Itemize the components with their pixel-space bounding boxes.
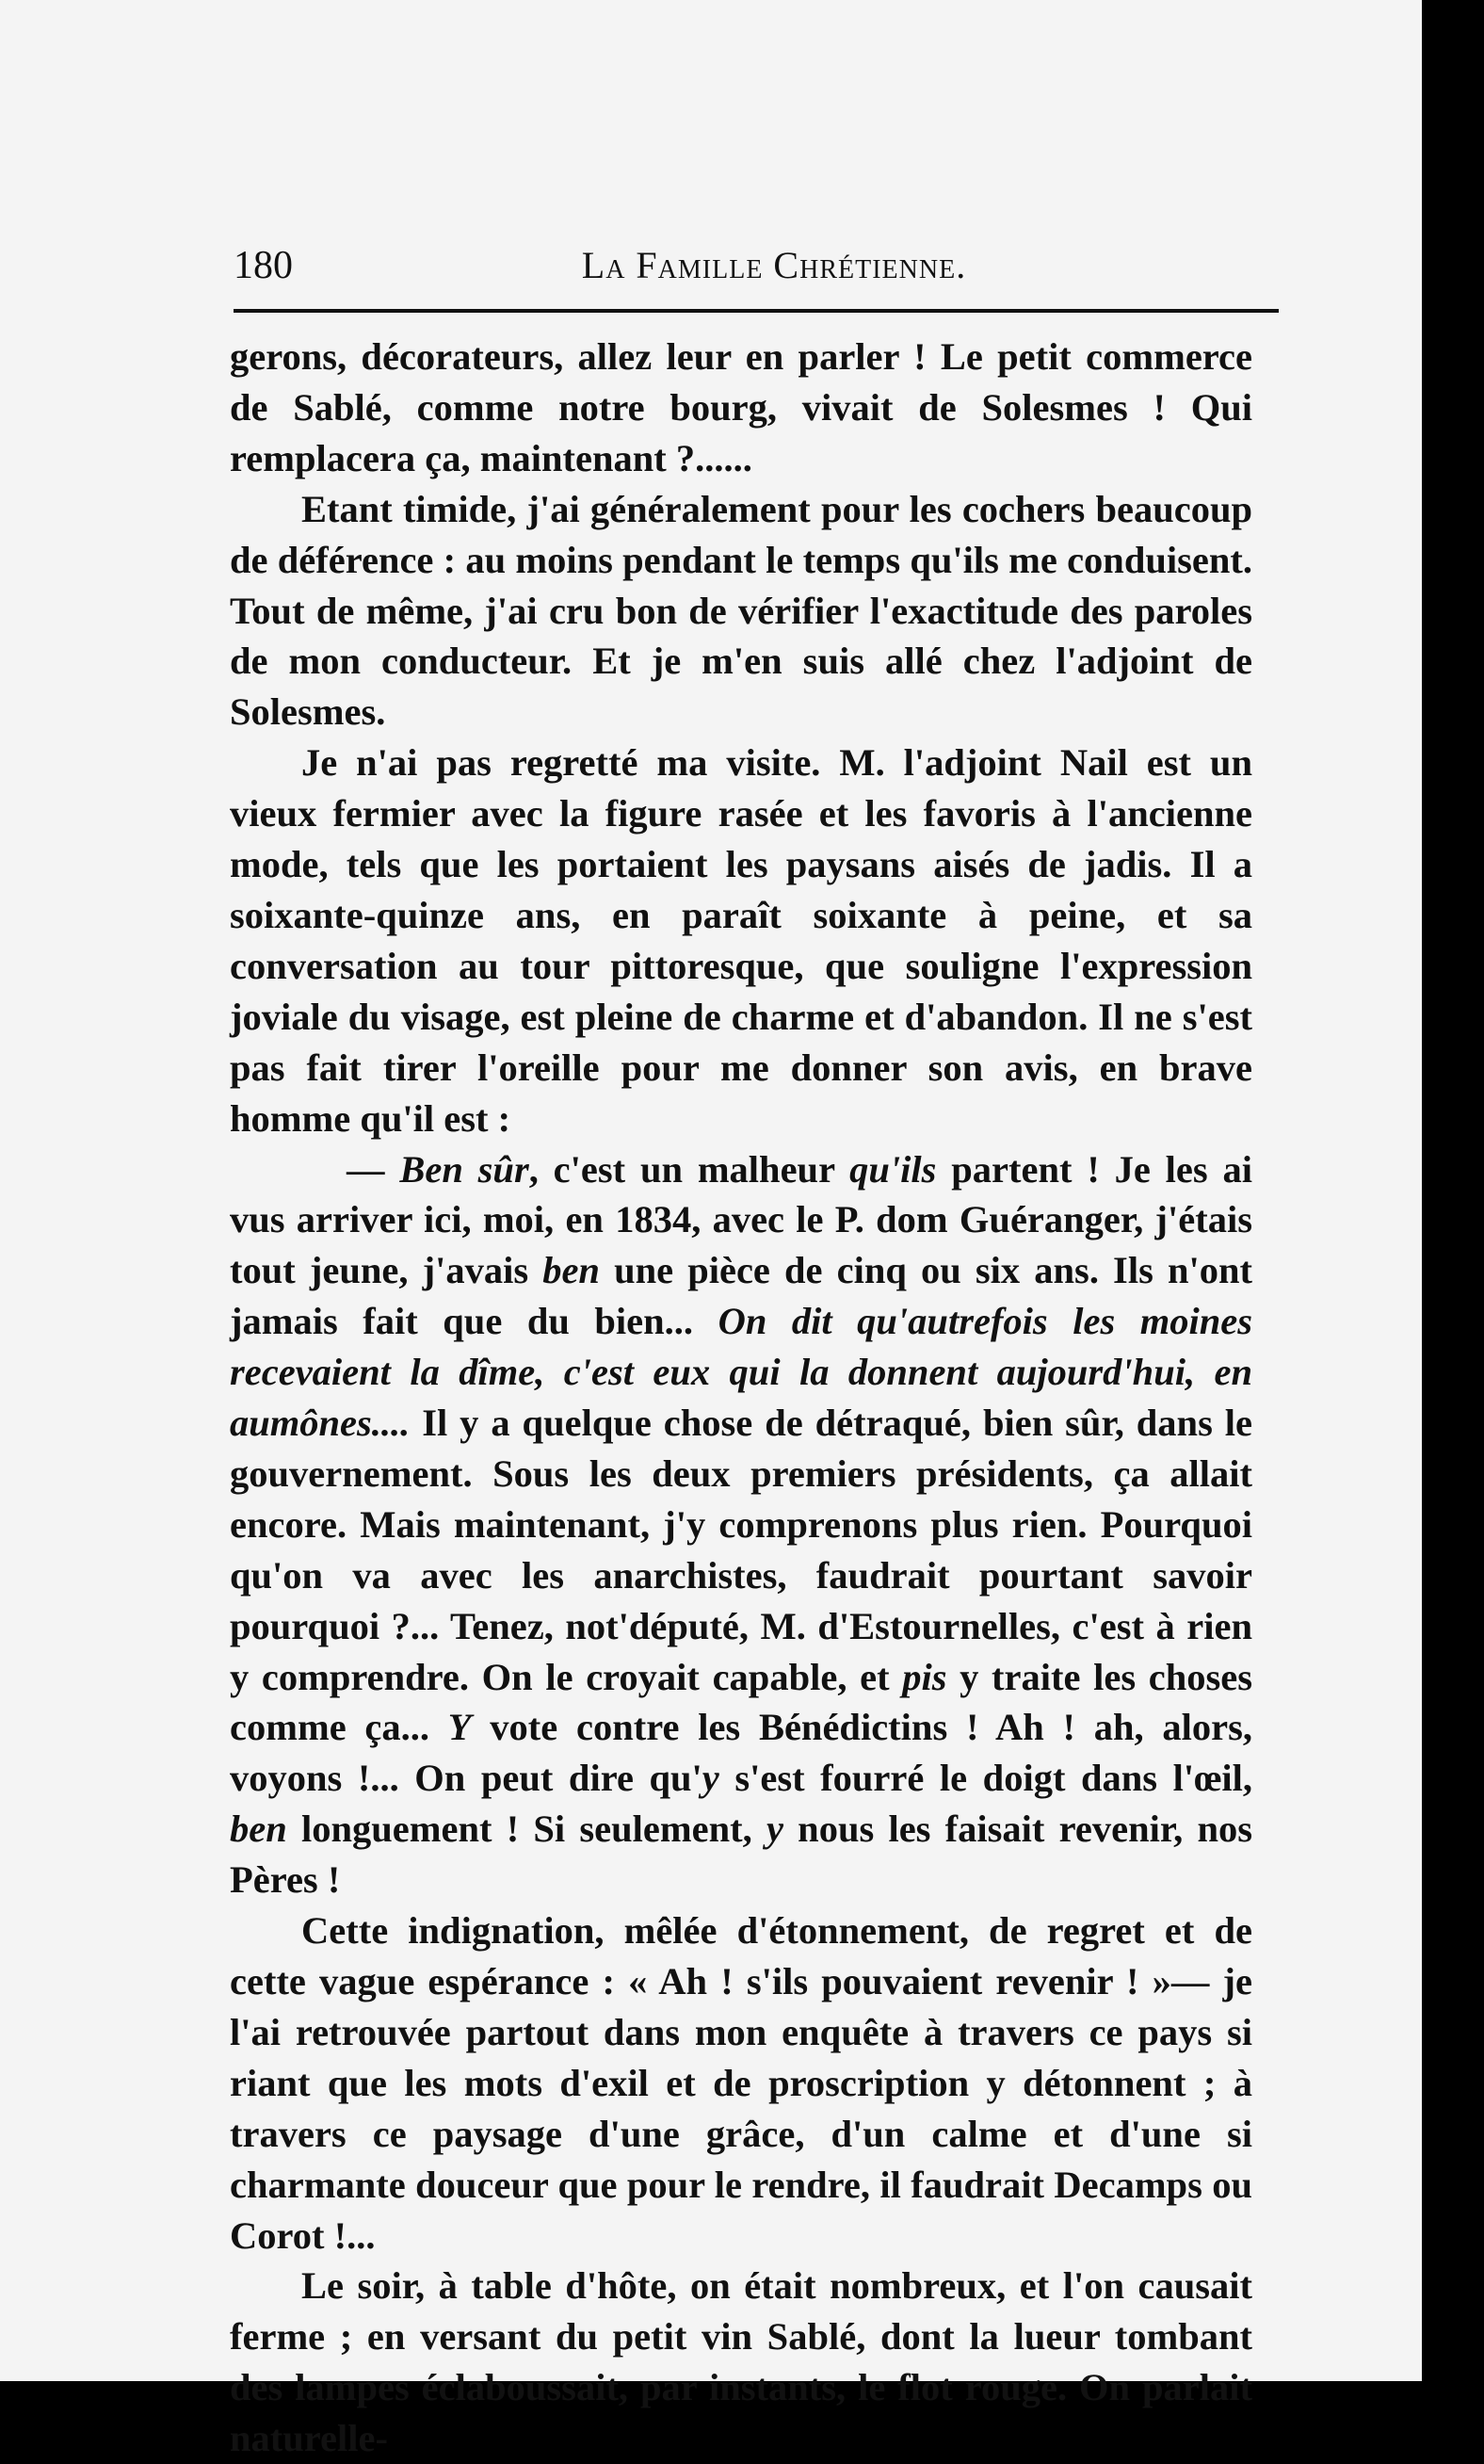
dialogue-text: nous les faisait revenir, nos Pères !: [230, 1807, 1252, 1902]
paragraph: Le soir, à table d'hôte, on était nombreux, et l'on causait ferme ; en versant du petit vin Sablé, dont la lueur tombant des lampes éclaboussait, par instants, le flot rouge. On parlait naturelle-: [230, 2264, 1252, 2460]
dialogue-text: s'est fourré le doigt dans l'œil,: [718, 1757, 1253, 1800]
dialect-italic: qu'ils: [849, 1147, 937, 1191]
dialogue-text: partent ! Je les ai vus arriver ici, moi, en 1834, avec le P. dom Guéranger, j'étais tout jeune, j'avais: [230, 1147, 1252, 1292]
dialogue-text: y traite les choses comme ça...: [230, 1655, 1253, 1749]
paragraph: gerons, décorateurs, allez leur en parler ! Le petit commerce de Sablé, comme notre bourg, vivait de Solesmes ! Qui remplacera ça, maintenant ?......: [230, 335, 1252, 479]
dialect-italic: y: [766, 1807, 783, 1851]
paragraph: Je n'ai pas regretté ma visite. M. l'adjoint Nail est un vieux fermier avec la figure rasée et les favoris à l'ancienne mode, tels que les portaient les paysans aisés de jadis. Il a soixante-quinze ans, en paraît soixante à peine, et sa conversation au tour pittoresque, que souligne l'expression joviale du visage, est pleine de charme et d'abandon. Il ne s'est pas fait tirer l'oreille pour me donner son avis, en brave homme qu'il est :: [230, 741, 1252, 1140]
running-title: La Famille Chrétienne.: [581, 244, 967, 286]
dialect-italic: pis: [902, 1655, 947, 1698]
dialogue-text: longuement ! Si seulement,: [286, 1807, 766, 1851]
dialect-italic: y: [702, 1757, 719, 1800]
paragraph: Cette indignation, mêlée d'étonnement, de regret et de cette vague espérance : « Ah ! s'ils pouvaient revenir ! »— je l'ai retrouvée partout dans mon enquête à travers ce pays si riant que les mots d'exil et de proscription y détonnent ; à travers ce paysage d'une grâce, d'un calme et d'une si charmante douceur que pour le rendre, il faudrait Decamps ou Corot !...: [230, 1909, 1252, 2257]
dialogue-text: , c'est un malheur: [528, 1147, 850, 1191]
dialect-italic: Y: [447, 1706, 472, 1749]
dialect-italic: On dit qu'autrefois les moines recevaient la dîme, c'est eux qui la donnent aujourd'hui, en aumônes....: [230, 1300, 1253, 1445]
dialogue-text: Il y a quelque chose de détraqué, bien sûr, dans le gouvernement. Sous les deux premiers présidents, ça allait encore. Mais maintenant, j'y comprenons plus rien. Pourquoi qu'on va avec les anarchistes, faudrait pourtant savoir pourquoi ?... Tenez, not'député, M. d'Estournelles, c'est à rien y comprendre. On le croyait capable, et: [230, 1402, 1252, 1698]
header-rule: [234, 309, 1279, 313]
dialogue-dash: —: [347, 1147, 385, 1191]
dialogue-paragraph: [230, 1144, 1252, 1906]
dialogue-text: vote contre les Bénédictins ! Ah ! ah, alors, voyons !... On peut dire qu': [230, 1706, 1252, 1800]
body-text: [230, 332, 1252, 2464]
dialect-italic: ben: [230, 1807, 287, 1851]
page-number: 180: [234, 244, 293, 287]
dialect-italic: ben: [542, 1249, 600, 1292]
paragraph: Etant timide, j'ai généralement pour les cochers beaucoup de déférence : au moins pendant le temps qu'ils me conduisent. Tout de même, j'ai cru bon de vérifier l'exactitude des paroles de mon conducteur. Et je m'en suis allé chez l'adjoint de Solesmes.: [230, 487, 1252, 734]
dialogue-text: une pièce de cinq ou six ans. Ils n'ont jamais fait que du bien...: [230, 1249, 1252, 1343]
page-header: [234, 243, 1277, 300]
dialect-italic: Ben sûr: [399, 1147, 529, 1191]
